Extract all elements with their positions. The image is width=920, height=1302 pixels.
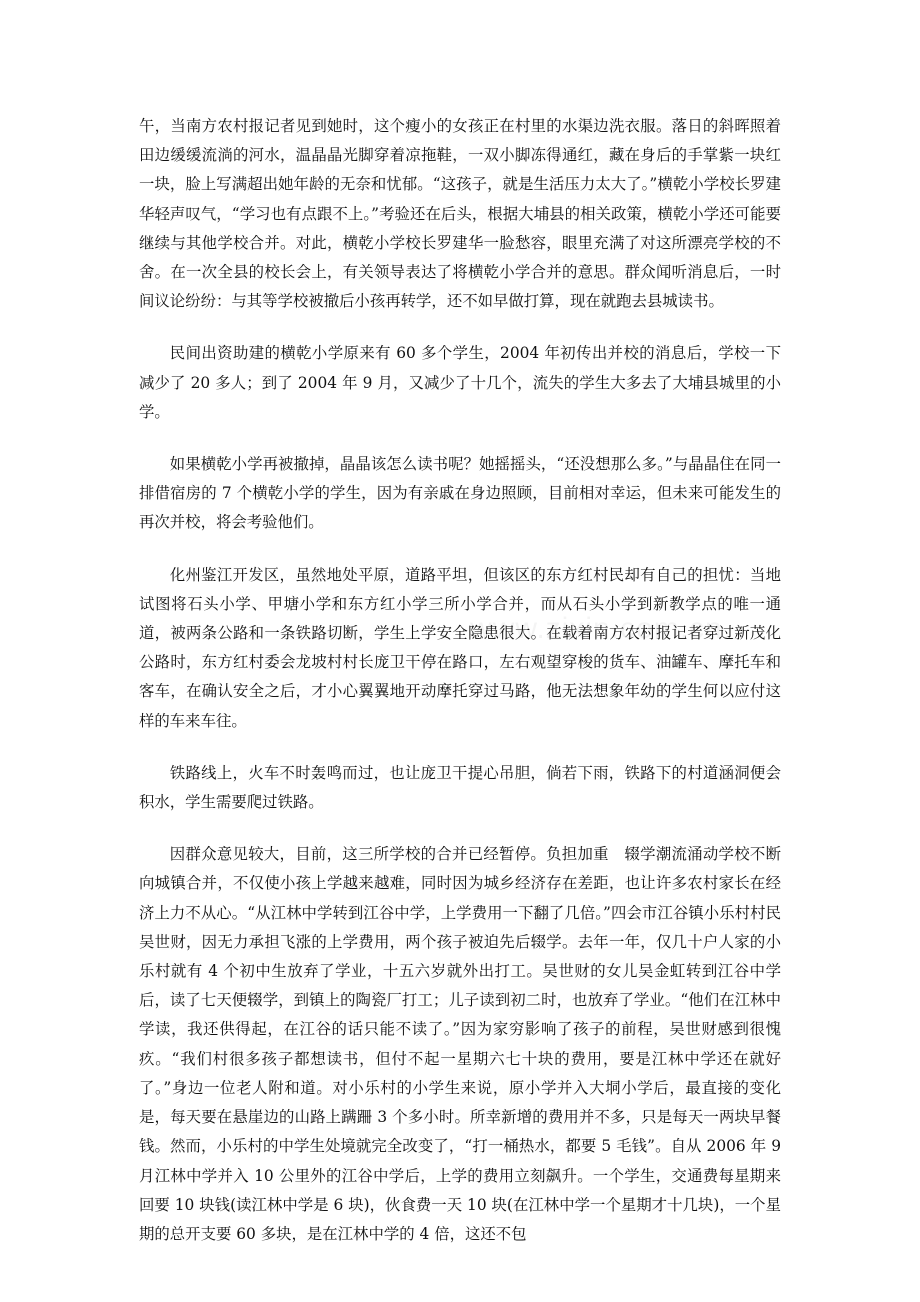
paragraph-1: 午，当南方农村报记者见到她时，这个瘦小的女孩正在村里的水渠边洗衣服。落日的斜晖照着田边缓缓流淌的河水，温晶晶光脚穿着凉拖鞋，一双小脚冻得通红，藏在身后的手掌紫一块红一块，脸上写满超出她年龄的无奈和忧郁。“这孩子，就是生活压力太大了。”横乾小学校长罗建华轻声叹气，“学习也有点跟不上。”考验还在后头，根据大埔县的相关政策，横乾小学还可能要继续与其他学校合并。对此，横乾小学校长罗建华一脸愁容，眼里充满了对这所漂亮学校的不舍。在一次全县的校长会上，有关领导表达了将横乾小学合并的意思。群众闻听消息后，一时间议论纷纷：与其等学校被撤后小孩再转学，还不如早做打算，现在就跑去县城读书。 bbox=[139, 117, 781, 311]
paragraph-4: 化州鉴江开发区，虽然地处平原，道路平坦，但该区的东方红村民却有自己的担忧：当地试图将石头小学、甲塘小学和东方红小学三所小学合并，而从石头小学到新教学点的唯一通道，被两条公路和一条铁路切断，学生上学安全隐患很大。在载着南方农村报记者穿过新茂化公路时，东方红村委会龙坡村村长庞卫干停在路口，左右观望穿梭的货车、油罐车、摩托车和客车，在确认安全之后，才小心翼翼地开动摩托穿过马路，他无法想象年幼的学生何以应付这样的车来车往。 bbox=[139, 565, 781, 730]
paragraph-3: 如果横乾小学再被撤掉，晶晶该怎么读书呢？她摇摇头，“还没想那么多。”与晶晶住在同一排借宿房的 7 个横乾小学的学生，因为有亲戚在身边照顾，目前相对幸运，但未来可能发生的再次并校，将会考验他们。 bbox=[139, 455, 781, 532]
document-page bbox=[139, 112, 781, 1272]
paragraph-6: 因群众意见较大，目前，这三所学校的合并已经暂停。负担加重 辍学潮流涌动学校不断向城镇合并，不仅使小孩上学越来越难，同时因为城乡经济存在差距，也让许多农村家长在经济上力不从心。“从江林中学转到江谷中学，上学费用一下翻了几倍。”四会市江谷镇小乐村村民吴世财，因无力承担飞涨的上学费用，两个孩子被迫先后辍学。去年一年，仅几十户人家的小乐村就有 4 个初中生放弃了学业，十五六岁就外出打工。吴世财的女儿吴金虹转到江谷中学后，读了七天便辍学，到镇上的陶瓷厂打工；儿子读到初二时，也放弃了学业。“他们在江林中学读，我还供得起，在江谷的话只能不读了。”因为家穷影响了孩子的前程，吴世财感到很愧疚。“我们村很多孩子都想读书，但付不起一星期六七十块的费用，要是江林中学还在就好了。”身边一位老人附和道。对小乐村的小学生来说，原小学并入大垌小学后，最直接的变化是，每天要在悬崖边的山路上蹒跚 3 个多小时。所幸新增的费用并不多，只是每天一两块早餐钱。然而，小乐村的中学生处境就完全改变了，“打一桶热水，都要 5 毛钱”。自从 2006 年 9 月江林中学并入 10 公里外的江谷中学后，上学的费用立刻飙升。一个学生，交通费每星期来回要 10 块钱(读江林中学是 6 块)，伙食费一天 10 块(在江林中学一个星期才十几块)，一个星期的总开支要 60 多块，是在江林中学的 4 倍，这还不包 bbox=[139, 845, 781, 1243]
paragraph-2: 民间出资助建的横乾小学原来有 60 多个学生，2004 年初传出并校的消息后，学校一下减少了 20 多人；到了 2004 年 9 月，又减少了十几个，流失的学生大多去了大埔县城里的小学。 bbox=[139, 344, 781, 421]
paragraph-5: 铁路线上，火车不时轰鸣而过，也让庞卫干提心吊胆，倘若下雨，铁路下的村道涵洞便会积水，学生需要爬过铁路。 bbox=[139, 763, 781, 812]
